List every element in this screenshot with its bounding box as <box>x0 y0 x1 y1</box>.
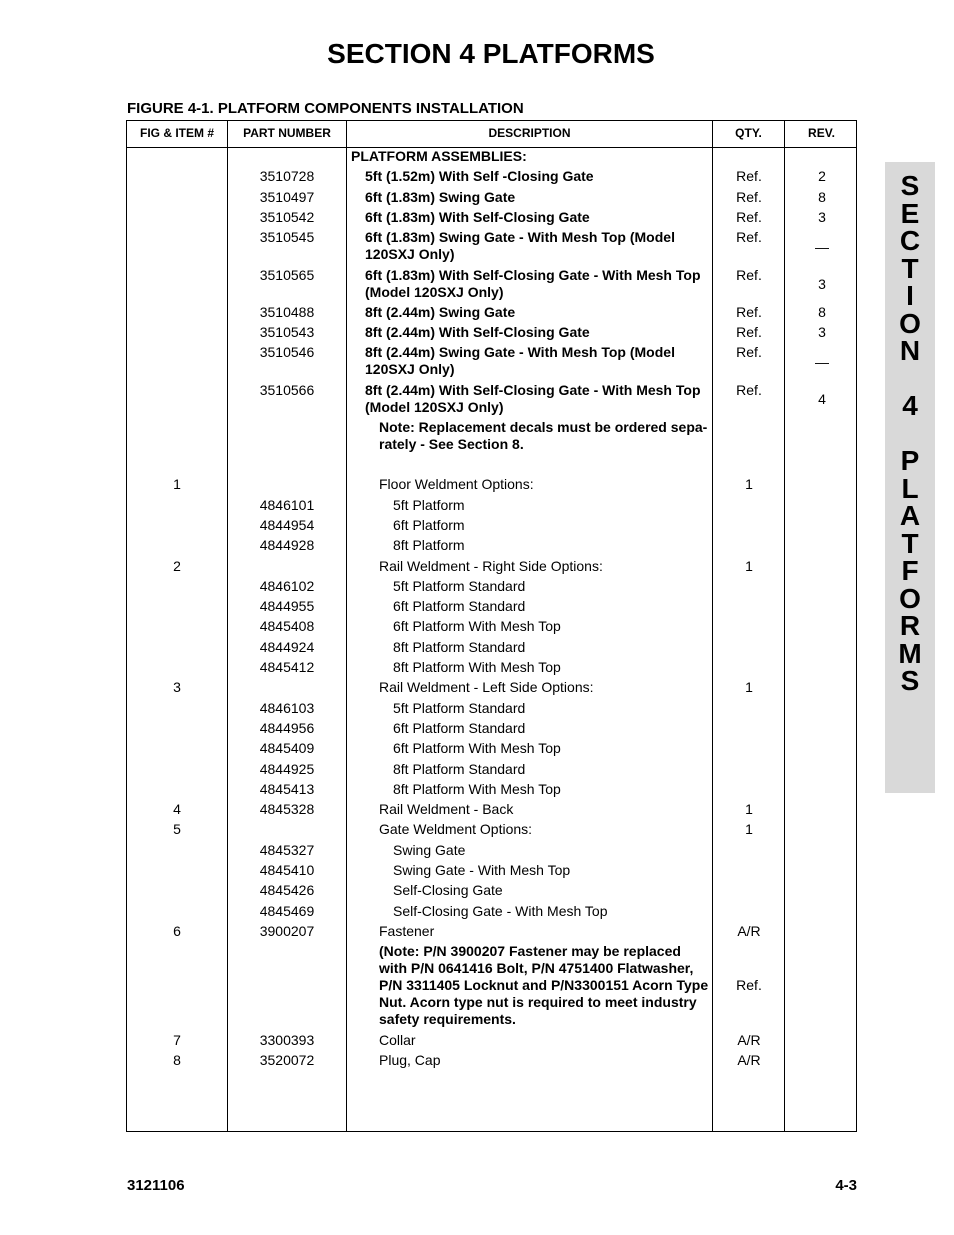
qty-cell: Ref. <box>736 381 762 398</box>
part-number-cell: 3900207 <box>259 922 315 939</box>
side-tab-letter: 4 <box>902 390 918 421</box>
description-cell: 6ft (1.83m) Swing Gate - With Mesh Top (Model 120SXJ Only) <box>365 229 675 263</box>
side-tab-letter: A <box>899 500 921 531</box>
header-fig-item: FIG & ITEM # <box>139 126 214 140</box>
qty-cell: Ref. <box>736 208 762 225</box>
qty-cell: 1 <box>745 679 753 696</box>
description-cell: Swing Gate - With Mesh Top <box>393 862 571 878</box>
side-tab-letter: I <box>906 280 914 311</box>
part-number-cell: 4844928 <box>259 537 315 554</box>
side-tab-letter: F <box>901 555 919 586</box>
part-number-cell: 4845413 <box>259 780 315 797</box>
description-cell: Floor Weldment Options: <box>379 476 534 493</box>
part-number-cell: 4845410 <box>259 862 315 878</box>
part-number-cell: 4845408 <box>259 618 315 635</box>
part-number-cell: 4845426 <box>259 882 315 899</box>
description-cell: Rail Weldment - Back <box>379 801 514 818</box>
part-number-cell: 3510546 <box>259 344 315 361</box>
description-cell: Swing Gate <box>393 841 466 858</box>
header-description: DESCRIPTION <box>488 126 571 140</box>
parts-table <box>126 120 857 1132</box>
rev-cell: 8 <box>818 303 826 320</box>
fig-item-cell: 1 <box>173 476 181 493</box>
description-cell: PLATFORM ASSEMBLIES: <box>351 148 527 164</box>
header-part-number: PART NUMBER <box>243 126 331 140</box>
description-cell: 6ft Platform Standard <box>393 598 526 615</box>
description-cell: (Note: P/N 3900207 Fastener may be replaced with P/N 0641416 Bolt, P/N 4751400 Flatwasher, P/N 3311405 Locknut and P/N3300151 Acorn Type Nut. Acorn type nut is required to meet industry safety requirements. <box>379 943 709 1028</box>
side-tab-letter: T <box>901 527 919 559</box>
part-number-cell: 4845409 <box>259 740 315 757</box>
side-tab-letter: E <box>900 197 920 229</box>
description-cell: Gate Weldment Options: <box>379 821 533 838</box>
part-number-cell: 3510566 <box>259 381 315 398</box>
description-cell: Self-Closing Gate - With Mesh Top <box>393 902 608 919</box>
description-cell: 8ft Platform Standard <box>393 760 526 777</box>
part-number-cell: 3300393 <box>259 1031 315 1048</box>
part-number-cell: 3510542 <box>259 208 315 225</box>
description-cell: 5ft Platform Standard <box>393 699 526 716</box>
rev-cell: — <box>815 353 829 370</box>
qty-cell: Ref. <box>736 303 762 320</box>
qty-cell: 1 <box>745 557 753 574</box>
qty-cell: Ref. <box>736 344 762 361</box>
description-cell: Plug, Cap <box>379 1051 441 1068</box>
description-cell: Rail Weldment - Right Side Options: <box>379 557 603 574</box>
description-cell: 5ft Platform <box>393 496 465 513</box>
section-side-tab <box>885 162 935 793</box>
description-cell: 6ft Platform Standard <box>393 719 526 736</box>
description-cell: 6ft (1.83m) With Self-Closing Gate - With Mesh Top (Model 120SXJ Only) <box>365 266 701 300</box>
description-cell: 6ft Platform With Mesh Top <box>393 618 561 635</box>
part-number-cell: 3510543 <box>259 324 315 341</box>
description-cell: 5ft Platform Standard <box>393 577 526 594</box>
part-number-cell: 4845327 <box>259 841 315 858</box>
side-tab-letter: O <box>899 582 921 614</box>
header-qty: QTY. <box>735 126 762 140</box>
qty-cell: Ref. <box>736 229 762 246</box>
page-title: SECTION 4 PLATFORMS <box>327 38 655 69</box>
description-cell: 8ft (2.44m) With Self-Closing Gate <box>365 324 590 341</box>
rev-cell: 8 <box>818 188 826 205</box>
qty-cell: 1 <box>745 821 753 838</box>
rev-cell: 3 <box>818 208 826 225</box>
description-cell: 8ft Platform With Mesh Top <box>393 780 561 797</box>
description-cell: 8ft (2.44m) Swing Gate - With Mesh Top (Model 120SXJ Only) <box>365 344 675 378</box>
fig-item-cell: 6 <box>173 922 181 939</box>
description-cell: 8ft (2.44m) With Self-Closing Gate - With Mesh Top (Model 120SXJ Only) <box>365 381 701 415</box>
part-number-cell: 3510488 <box>259 303 315 320</box>
header-rev: REV. <box>808 126 835 140</box>
part-number-cell: 4846102 <box>259 577 315 594</box>
side-tab-letter: C <box>899 225 921 256</box>
qty-cell: Ref. <box>736 977 762 994</box>
figure-caption: FIGURE 4-1. PLATFORM COMPONENTS INSTALLATION <box>127 100 524 117</box>
column-divider <box>784 121 785 1131</box>
part-number-cell: 4845328 <box>259 801 315 818</box>
side-tab-letter: N <box>899 335 921 366</box>
part-number-cell: 4844956 <box>259 719 315 736</box>
qty-cell: A/R <box>737 1051 761 1068</box>
description-cell: 8ft (2.44m) Swing Gate <box>365 303 516 320</box>
part-number-cell: 4844955 <box>259 598 315 615</box>
qty-cell: Ref. <box>736 168 762 185</box>
part-number-cell: 4844925 <box>259 760 315 777</box>
part-number-cell: 3510497 <box>259 188 315 205</box>
fig-item-cell: 5 <box>173 821 181 838</box>
part-number-cell: 3520072 <box>259 1051 315 1068</box>
description-cell: Self-Closing Gate <box>393 882 503 899</box>
description-cell: 6ft Platform <box>393 516 465 533</box>
qty-cell: 1 <box>745 801 753 818</box>
rev-cell: 4 <box>818 391 826 408</box>
side-tab-letter: S <box>900 170 920 201</box>
description-cell: 8ft Platform With Mesh Top <box>393 659 561 675</box>
part-number-cell: 4846101 <box>259 496 315 513</box>
description-cell: Fastener <box>379 922 435 939</box>
fig-item-cell: 3 <box>173 679 181 696</box>
description-cell: 6ft (1.83m) With Self-Closing Gate <box>365 208 590 225</box>
qty-cell: A/R <box>737 922 761 939</box>
qty-cell: 1 <box>745 476 753 493</box>
part-number-cell: 3510728 <box>259 168 315 185</box>
description-cell: 6ft Platform With Mesh Top <box>393 740 561 757</box>
rev-cell: 3 <box>818 275 826 292</box>
fig-item-cell: 8 <box>173 1051 181 1068</box>
side-tab-letter: S <box>900 665 920 696</box>
fig-item-cell: 2 <box>173 557 181 574</box>
description-cell: 6ft (1.83m) Swing Gate <box>365 188 516 205</box>
page-number: 4-3 <box>835 1177 857 1194</box>
side-tab-letter: O <box>899 307 921 339</box>
side-tab-letter: M <box>898 637 922 669</box>
rev-cell: 2 <box>818 168 826 185</box>
rev-cell: 3 <box>818 324 826 341</box>
fig-item-cell: 7 <box>173 1031 181 1048</box>
side-tab-letter: R <box>899 610 921 641</box>
column-divider <box>712 121 713 1131</box>
description-cell: 8ft Platform <box>393 537 465 554</box>
document-number: 3121106 <box>127 1177 185 1194</box>
qty-cell: Ref. <box>736 188 762 205</box>
description-cell: Rail Weldment - Left Side Options: <box>379 679 594 696</box>
qty-cell: A/R <box>737 1031 761 1048</box>
part-number-cell: 3510565 <box>259 266 315 283</box>
part-number-cell: 4844954 <box>259 516 315 533</box>
fig-item-cell: 4 <box>173 801 181 818</box>
description-cell: 8ft Platform Standard <box>393 638 526 655</box>
side-tab-letter: T <box>901 252 919 284</box>
part-number-cell: 4844924 <box>259 638 315 655</box>
part-number-cell: 4846103 <box>259 699 315 716</box>
side-tab-letter: L <box>901 472 919 504</box>
column-divider <box>346 121 347 1131</box>
part-number-cell: 4845412 <box>259 659 315 675</box>
rev-cell: — <box>815 238 829 255</box>
part-number-cell: 3510545 <box>259 229 315 246</box>
qty-cell: Ref. <box>736 266 762 283</box>
description-cell: Note: Replacement decals must be ordered sepa- rately - See Section 8. <box>379 419 708 452</box>
qty-cell: Ref. <box>736 324 762 341</box>
description-cell: 5ft (1.52m) With Self -Closing Gate <box>365 168 594 185</box>
side-tab-letter: P <box>900 445 920 476</box>
description-cell: Collar <box>379 1031 416 1048</box>
part-number-cell: 4845469 <box>259 902 315 919</box>
